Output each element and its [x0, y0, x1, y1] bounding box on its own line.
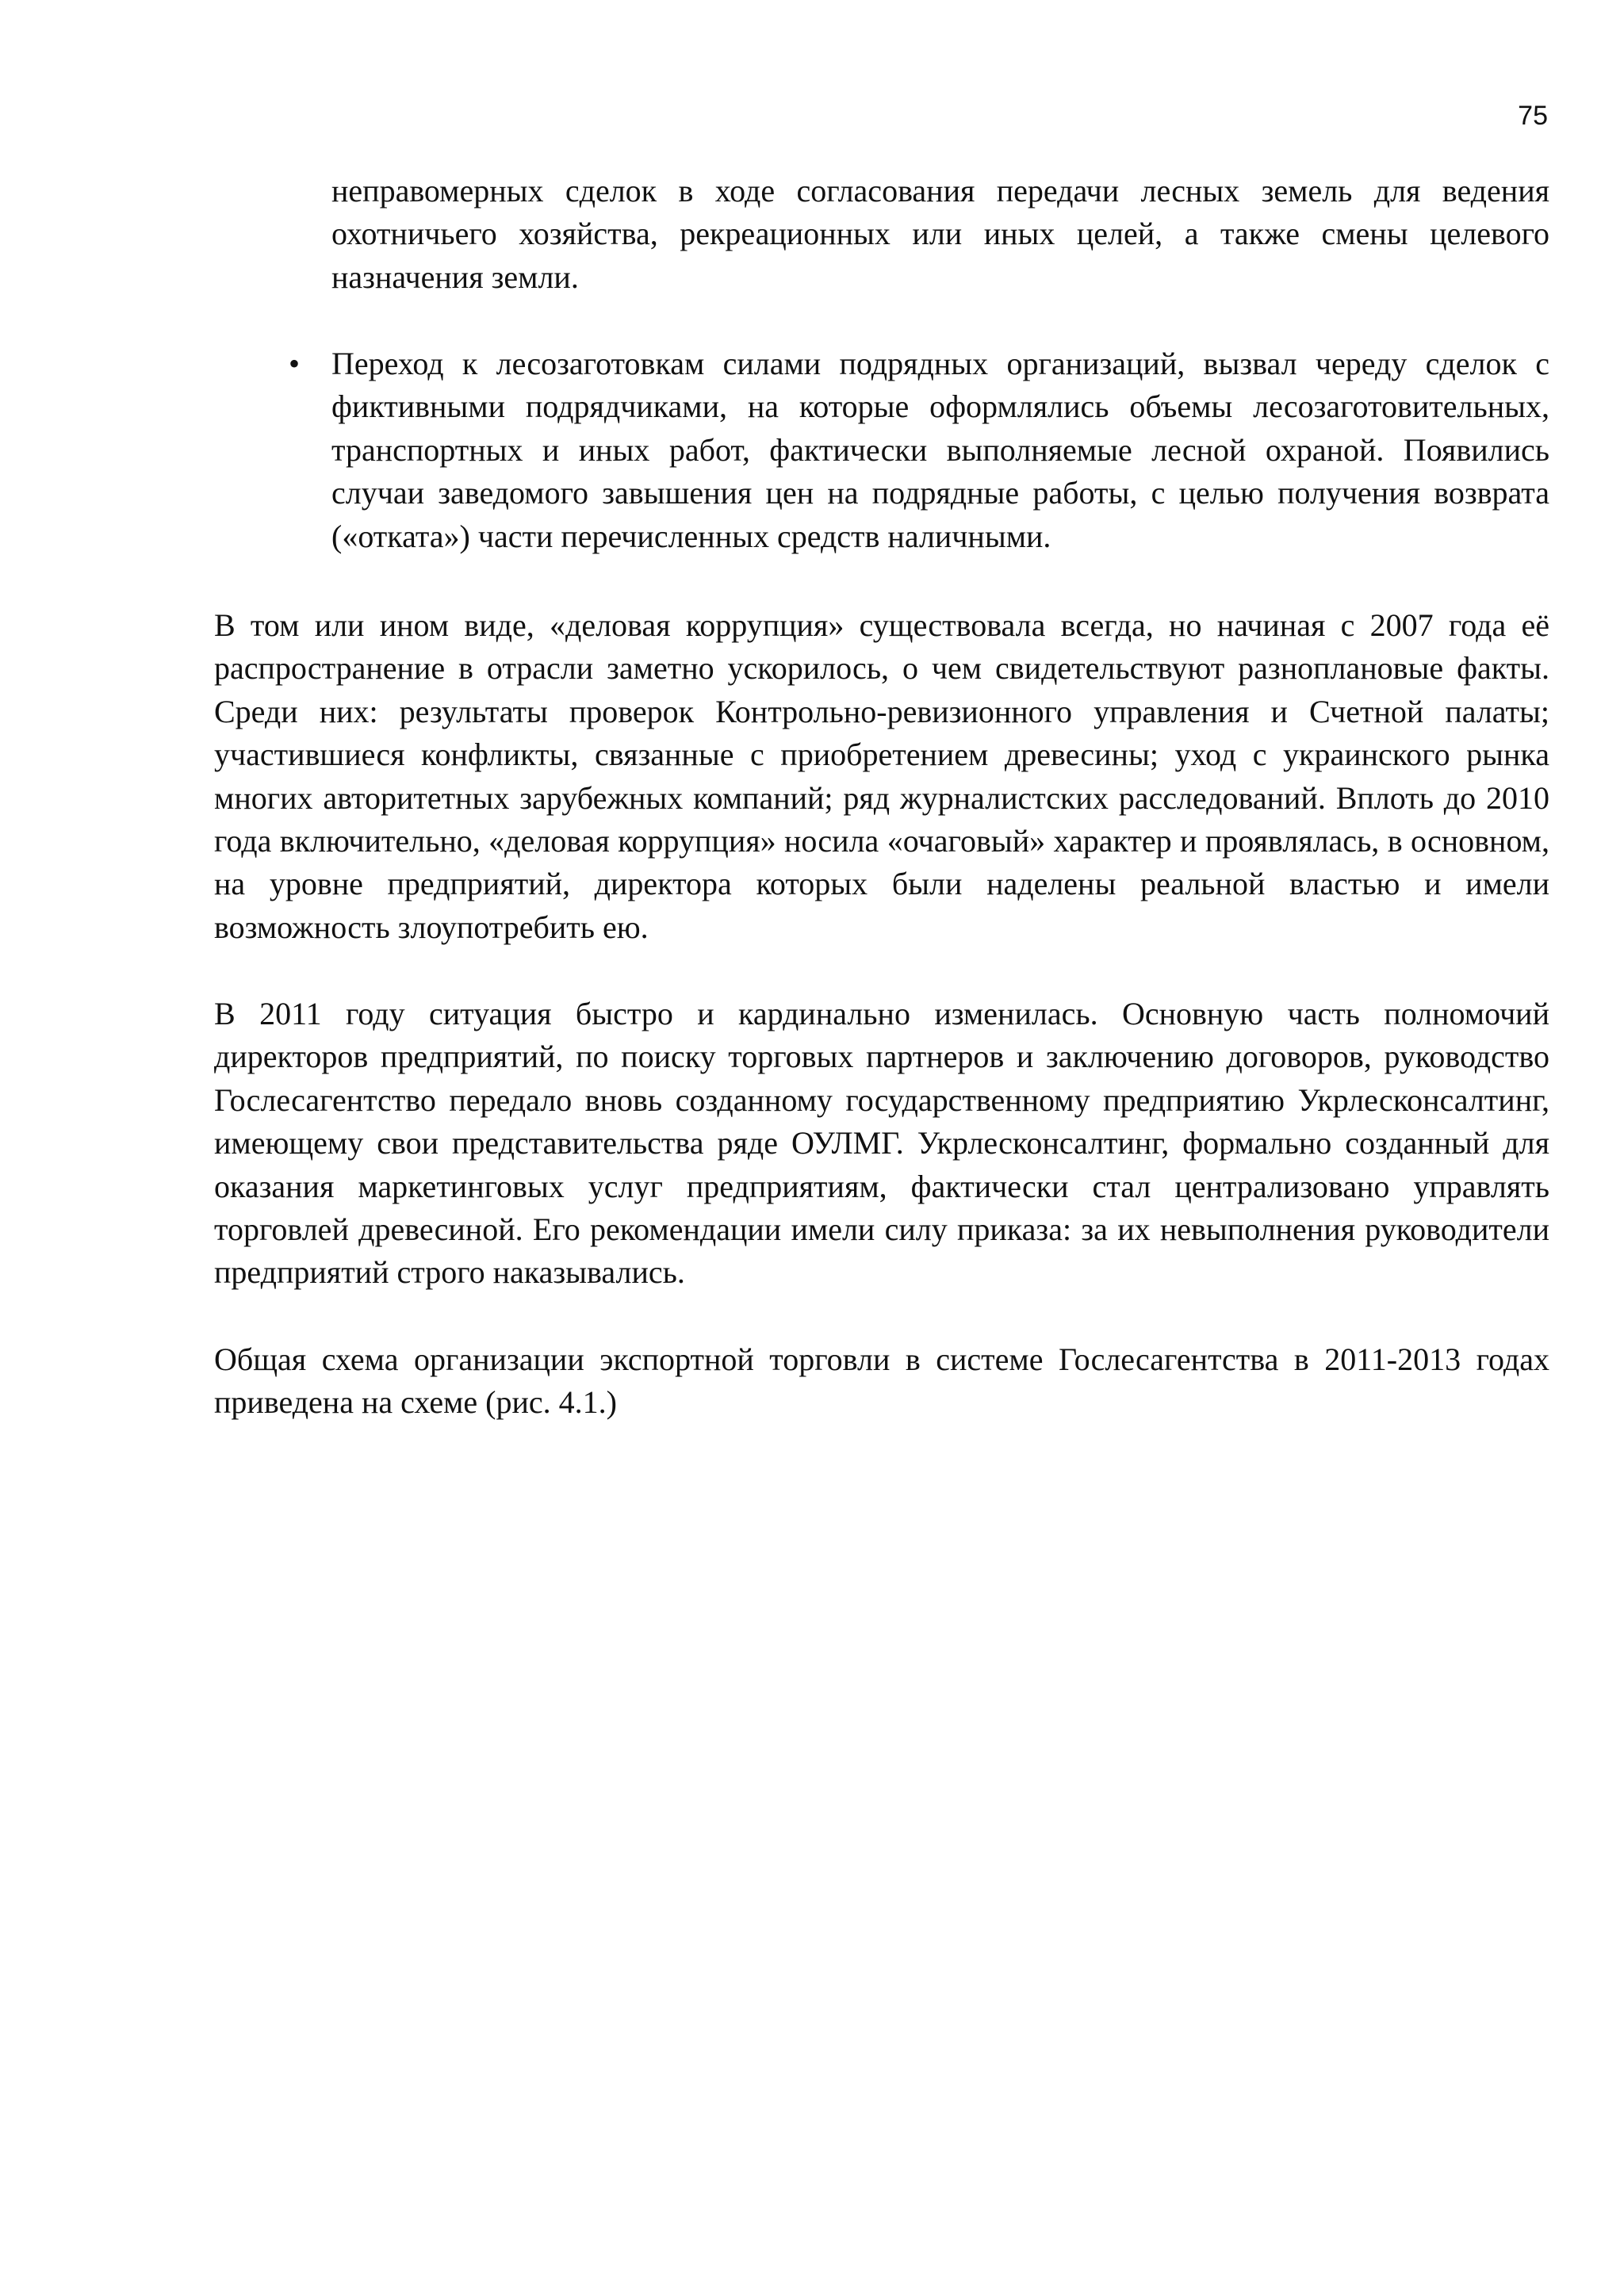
body-paragraph-2011: В 2011 году ситуация быстро и кардинально изменилась. Основную часть полномочий директоров предприятий, по поиску торговых партнеров и заключению договоров, руководство Гослесагентство передало вновь созданному государственному предприятию Укрлесконсалтинг, имеющему свои представительства ряде ОУЛМГ. Укрлесконсалтинг, формально созданный для оказания маркетинговых услуг предприятиям, фактически стал централизовано управлять торговлей древесиной. Его рекомендации имели силу приказа: за их невыполнения руководители предприятий строго наказывались.: [214, 996, 1549, 1291]
body-paragraph-corruption: В том или ином виде, «деловая коррупция» существовала всегда, но начиная с 2007 года её распространение в отрасли заметно ускорилось, о чем свидетельствуют разноплановые факты. Среди них: результаты проверок Контрольно-ревизионного управления и Счетной палаты; участившиеся конфликты, связанные с приобретением древесины; уход с украинского рынка многих авторитетных зарубежных компаний; ряд журналистских расследований. Вплоть до 2010 года включительно, «деловая коррупция» носила «очаговый» характер и проявлялась, в основном, на уровне предприятий, директора которых были наделены реальной властью и имели возможность злоупотребить ею.: [214, 607, 1549, 945]
bullet-icon: •: [289, 346, 301, 381]
bullet-item-text: Переход к лесозаготовкам силами подрядных организаций, вызвал череду сделок с фиктивными подрядчиками, на которые оформлялись объемы лесозаготовительных, транспортных и иных работ, фактически выполняемые лесной охраной. Появились случаи заведомого завышения цен на подрядные работы, с целью получения возврата («отката») части перечисленных средств наличными.: [331, 346, 1549, 554]
bullet-list-item: [289, 342, 1549, 558]
continuation-paragraph: неправомерных сделок в ходе согласования передачи лесных земель для ведения охотничьего хозяйства, рекреационных или иных целей, а также смены целевого назначения земли.: [331, 173, 1549, 295]
body-paragraph-scheme-reference: Общая схема организации экспортной торговли в системе Гослесагентства в 2011-2013 годах приведена на схеме (рис. 4.1.): [214, 1341, 1549, 1421]
page-number: 75: [1518, 101, 1548, 131]
